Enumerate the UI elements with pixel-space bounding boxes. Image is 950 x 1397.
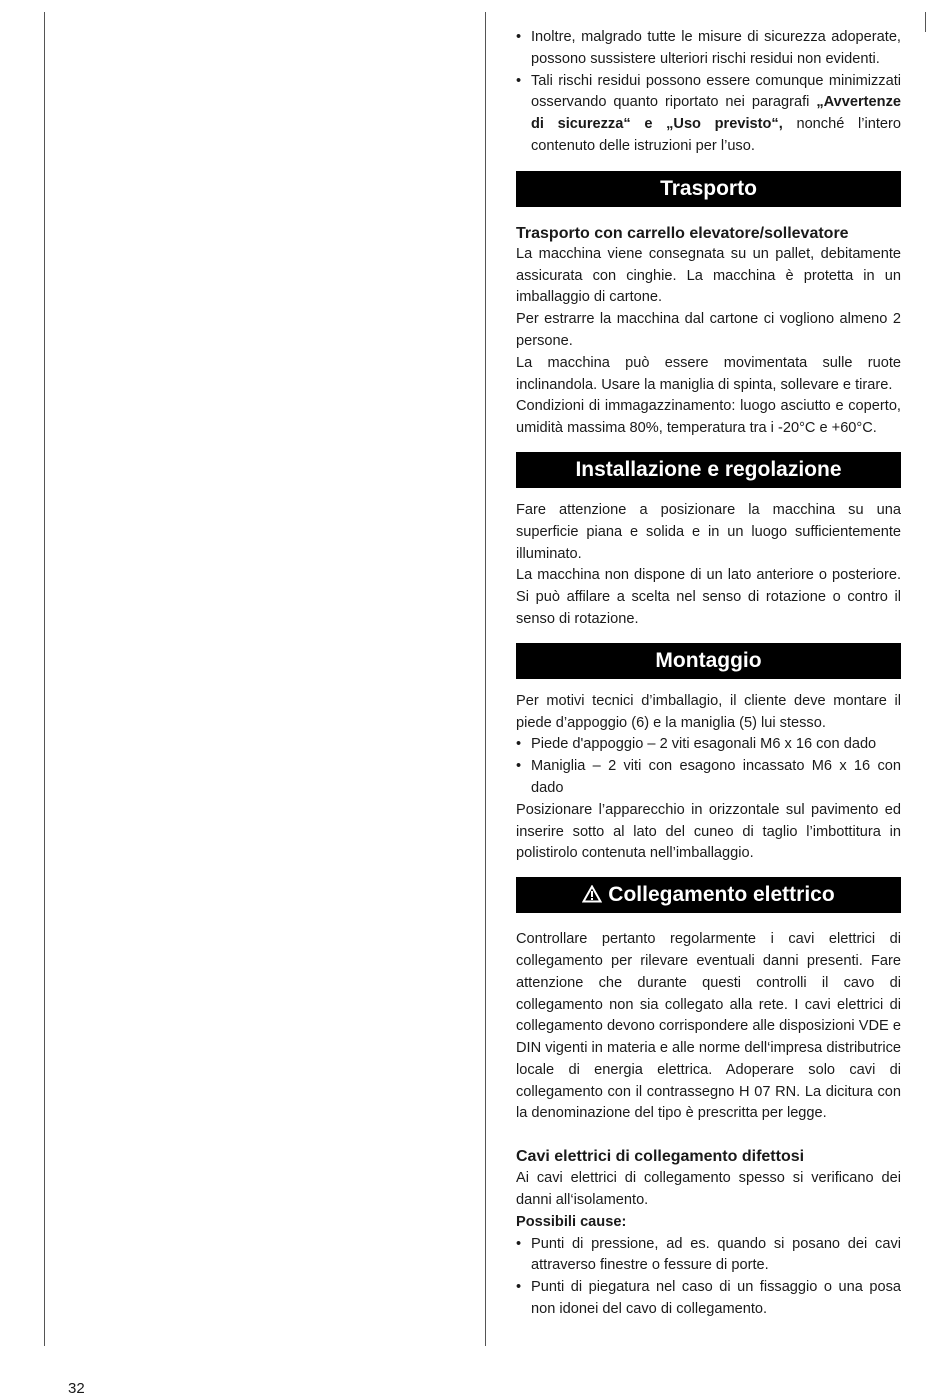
paragraph: La macchina non dispone di un lato anteriore o posteriore. Si può affilare a scelta nel senso di rotazione o contro il senso di rotazione. bbox=[516, 567, 901, 627]
list-item: • Piede d'appoggio – 2 viti esagonali M6 x 16 con dado bbox=[516, 734, 901, 756]
bullet-bold-text: „Avvertenze di sicurezza“ e „Uso previsto“, bbox=[531, 94, 901, 133]
section-heading-montaggio: Montaggio bbox=[516, 643, 901, 679]
warning-triangle-icon bbox=[582, 877, 602, 913]
page-number: 32 bbox=[68, 1380, 85, 1397]
subheading-trasporto: Trasporto con carrello elevatore/sollevatore bbox=[516, 224, 849, 242]
intro-bullet-list bbox=[516, 27, 901, 158]
list-item: • Inoltre, malgrado tutte le misure di sicurezza adoperate, possono sussistere ulteriori rischi residui non evidenti. bbox=[516, 27, 901, 71]
list-item: • Punti di pressione, ad es. quando si posano dei cavi attraverso finestre o fessure di porte. bbox=[516, 1234, 901, 1278]
list-item: • Punti di piegatura nel caso di un fissaggio o una posa non idonei del cavo di collegamento. bbox=[516, 1277, 901, 1321]
bullet-text: nonché l’intero contenuto delle istruzioni per l’uso. bbox=[531, 116, 901, 154]
paragraph: Per estrarre la macchina dal cartone ci vogliono almeno 2 persone. bbox=[516, 311, 901, 349]
center-column-rule bbox=[485, 12, 486, 1346]
paragraph: La macchina può essere movimentata sulle ruote inclinandola. Usare la maniglia di spinta, sollevare e tirare. bbox=[516, 354, 901, 393]
right-margin-rule bbox=[925, 12, 926, 32]
section-heading-installazione: Installazione e regolazione bbox=[516, 452, 901, 488]
left-margin-rule bbox=[44, 12, 45, 1346]
paragraph: Condizioni di immagazzinamento: luogo asciutto e coperto, umidità massima 80%, temperatura tra i -20°C e +60°C. bbox=[516, 398, 901, 437]
paragraph: La macchina viene consegnata su un pallet, debitamente assicurata con cinghie. La macchina è protetta in un imballaggio di cartone. bbox=[516, 245, 901, 306]
paragraph: Posizionare l’apparecchio in orizzontale sul pavimento ed inserire sotto al lato del cuneo di taglio l’imbottitura in polistirolo contenuta nell’imballaggio. bbox=[516, 801, 901, 862]
list-item bbox=[516, 71, 901, 158]
section-heading-collegamento bbox=[516, 877, 901, 913]
section-heading-text: Collegamento elettrico bbox=[608, 883, 835, 907]
right-text-column bbox=[516, 27, 901, 1321]
paragraph: Ai cavi elettrici di collegamento spesso si verificano dei danni all‘isolamento. bbox=[516, 1170, 901, 1209]
causes-label: Possibili cause: bbox=[516, 1213, 627, 1230]
montaggio-bullet-list bbox=[516, 734, 901, 799]
section-heading-trasporto: Trasporto bbox=[516, 171, 901, 207]
causes-bullet-list bbox=[516, 1234, 901, 1321]
paragraph: Controllare pertanto regolarmente i cavi elettrici di collegamento per rilevare eventuali danni presenti. Fare attenzione che durante questi controlli il cavo di collegamento non sia collegato alla rete. I cavi elettrici di collegamento devono corrispondere alle disposizioni VDE e DIN vigenti in materia e alle norme dell‘impresa distributrice locale di energia elettrica. Adoperare solo cavi di collegamento con il contrassegno H 07 RN. La dicitura con la denominazione del tipo è prescritta per legge. bbox=[516, 931, 901, 1122]
subheading-cavi-difettosi: Cavi elettrici di collegamento difettosi bbox=[516, 1148, 805, 1166]
paragraph: Fare attenzione a posizionare la macchina su una superficie piana e solida e in un luogo sufficientemente illuminato. bbox=[516, 501, 901, 562]
paragraph: Per motivi tecnici d’imballagio, il cliente deve montare il piede d’appoggio (6) e la maniglia (5) lui stesso. bbox=[516, 692, 901, 731]
list-item: • Maniglia – 2 viti con esagono incassato M6 x 16 con dado bbox=[516, 756, 901, 800]
bullet-text: Tali rischi residui possono essere comunque minimizzati osservando quanto riportato nei paragrafi bbox=[531, 72, 901, 111]
